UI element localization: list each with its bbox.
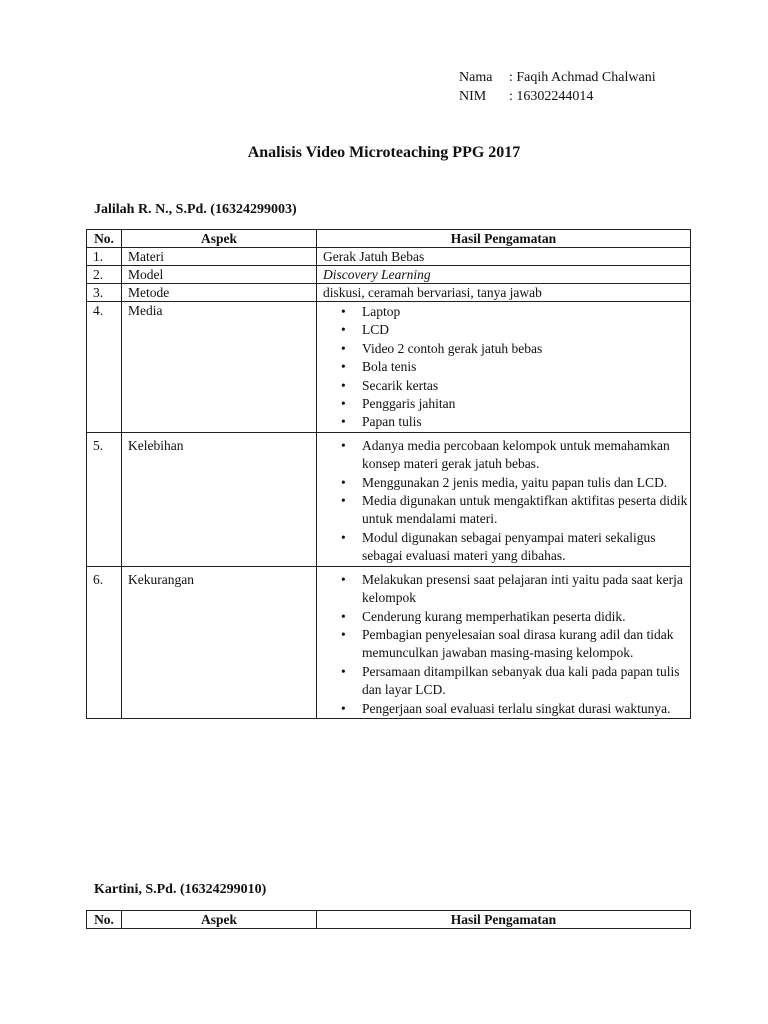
column-header-aspek: Aspek xyxy=(122,911,317,929)
row-aspect: Materi xyxy=(122,248,317,266)
row-aspect: Metode xyxy=(122,284,317,302)
list-item: • Adanya media percobaan kelompok untuk memahamkan konsep materi gerak jatuh bebas. xyxy=(362,437,690,474)
name-label: Nama xyxy=(459,70,493,85)
table-header-row xyxy=(87,230,691,248)
column-header-no: No. xyxy=(87,911,122,929)
media-list xyxy=(323,303,690,432)
row-number: 2. xyxy=(87,266,122,284)
row-result xyxy=(317,566,691,718)
name-value: : Faqih Achmad Chalwani xyxy=(509,70,656,85)
section-heading-jalilah: Jalilah R. N., S.Pd. (16324299003) xyxy=(94,202,297,217)
table-header-row xyxy=(87,911,691,929)
column-header-aspek: Aspek xyxy=(122,230,317,248)
table-row xyxy=(87,566,691,718)
row-result xyxy=(317,302,691,433)
list-item: • Papan tulis xyxy=(362,413,690,431)
page-title: Analisis Video Microteaching PPG 2017 xyxy=(247,144,521,161)
observation-table-jalilah xyxy=(86,229,691,719)
row-number: 1. xyxy=(87,248,122,266)
row-number: 3. xyxy=(87,284,122,302)
student-identity xyxy=(459,68,656,106)
list-item: • Pembagian penyelesaian soal dirasa kurang adil dan tidak memunculkan jawaban masing-masing kelompok. xyxy=(362,626,690,663)
row-aspect: Media xyxy=(122,302,317,433)
nim-label: NIM xyxy=(459,89,487,104)
name-row xyxy=(459,68,656,87)
row-number: 6. xyxy=(87,566,122,718)
list-item: • Menggunakan 2 jenis media, yaitu papan tulis dan LCD. xyxy=(362,474,690,492)
list-item: • Video 2 contoh gerak jatuh bebas xyxy=(362,340,690,358)
table-row xyxy=(87,266,691,284)
list-item: • Bola tenis xyxy=(362,358,690,376)
section-heading-kartini: Kartini, S.Pd. (16324299010) xyxy=(94,882,267,897)
row-aspect: Kekurangan xyxy=(122,566,317,718)
observation-table-kartini xyxy=(86,910,691,929)
list-item: • Secarik kertas xyxy=(362,377,690,395)
weaknesses-list xyxy=(323,571,690,718)
list-item: • Persamaan ditampilkan sebanyak dua kali pada papan tulis dan layar LCD. xyxy=(362,663,690,700)
list-item: • Media digunakan untuk mengaktifkan aktifitas peserta didik untuk mendalami materi. xyxy=(362,492,690,529)
row-number: 4. xyxy=(87,302,122,433)
nim-value: : 16302244014 xyxy=(509,89,594,104)
row-result: diskusi, ceramah bervariasi, tanya jawab xyxy=(317,284,691,302)
row-number: 5. xyxy=(87,432,122,566)
list-item: • Melakukan presensi saat pelajaran inti yaitu pada saat kerja kelompok xyxy=(362,571,690,608)
row-result: Gerak Jatuh Bebas xyxy=(317,248,691,266)
table-row xyxy=(87,284,691,302)
row-aspect: Kelebihan xyxy=(122,432,317,566)
list-item: • Laptop xyxy=(362,303,690,321)
row-aspect: Model xyxy=(122,266,317,284)
table-row xyxy=(87,248,691,266)
nim-row xyxy=(459,87,656,106)
table-row xyxy=(87,432,691,566)
column-header-hasil: Hasil Pengamatan xyxy=(317,230,691,248)
list-item: • Pengerjaan soal evaluasi terlalu singkat durasi waktunya. xyxy=(362,700,690,718)
list-item: • Modul digunakan sebagai penyampai materi sekaligus sebagai evaluasi materi yang dibahas. xyxy=(362,529,690,566)
list-item: • Cenderung kurang memperhatikan peserta didik. xyxy=(362,608,690,626)
list-item: • LCD xyxy=(362,321,690,339)
column-header-no: No. xyxy=(87,230,122,248)
row-result: Discovery Learning xyxy=(317,266,691,284)
strengths-list xyxy=(323,437,690,566)
list-item: • Penggaris jahitan xyxy=(362,395,690,413)
table-row xyxy=(87,302,691,433)
row-result xyxy=(317,432,691,566)
column-header-hasil: Hasil Pengamatan xyxy=(317,911,691,929)
